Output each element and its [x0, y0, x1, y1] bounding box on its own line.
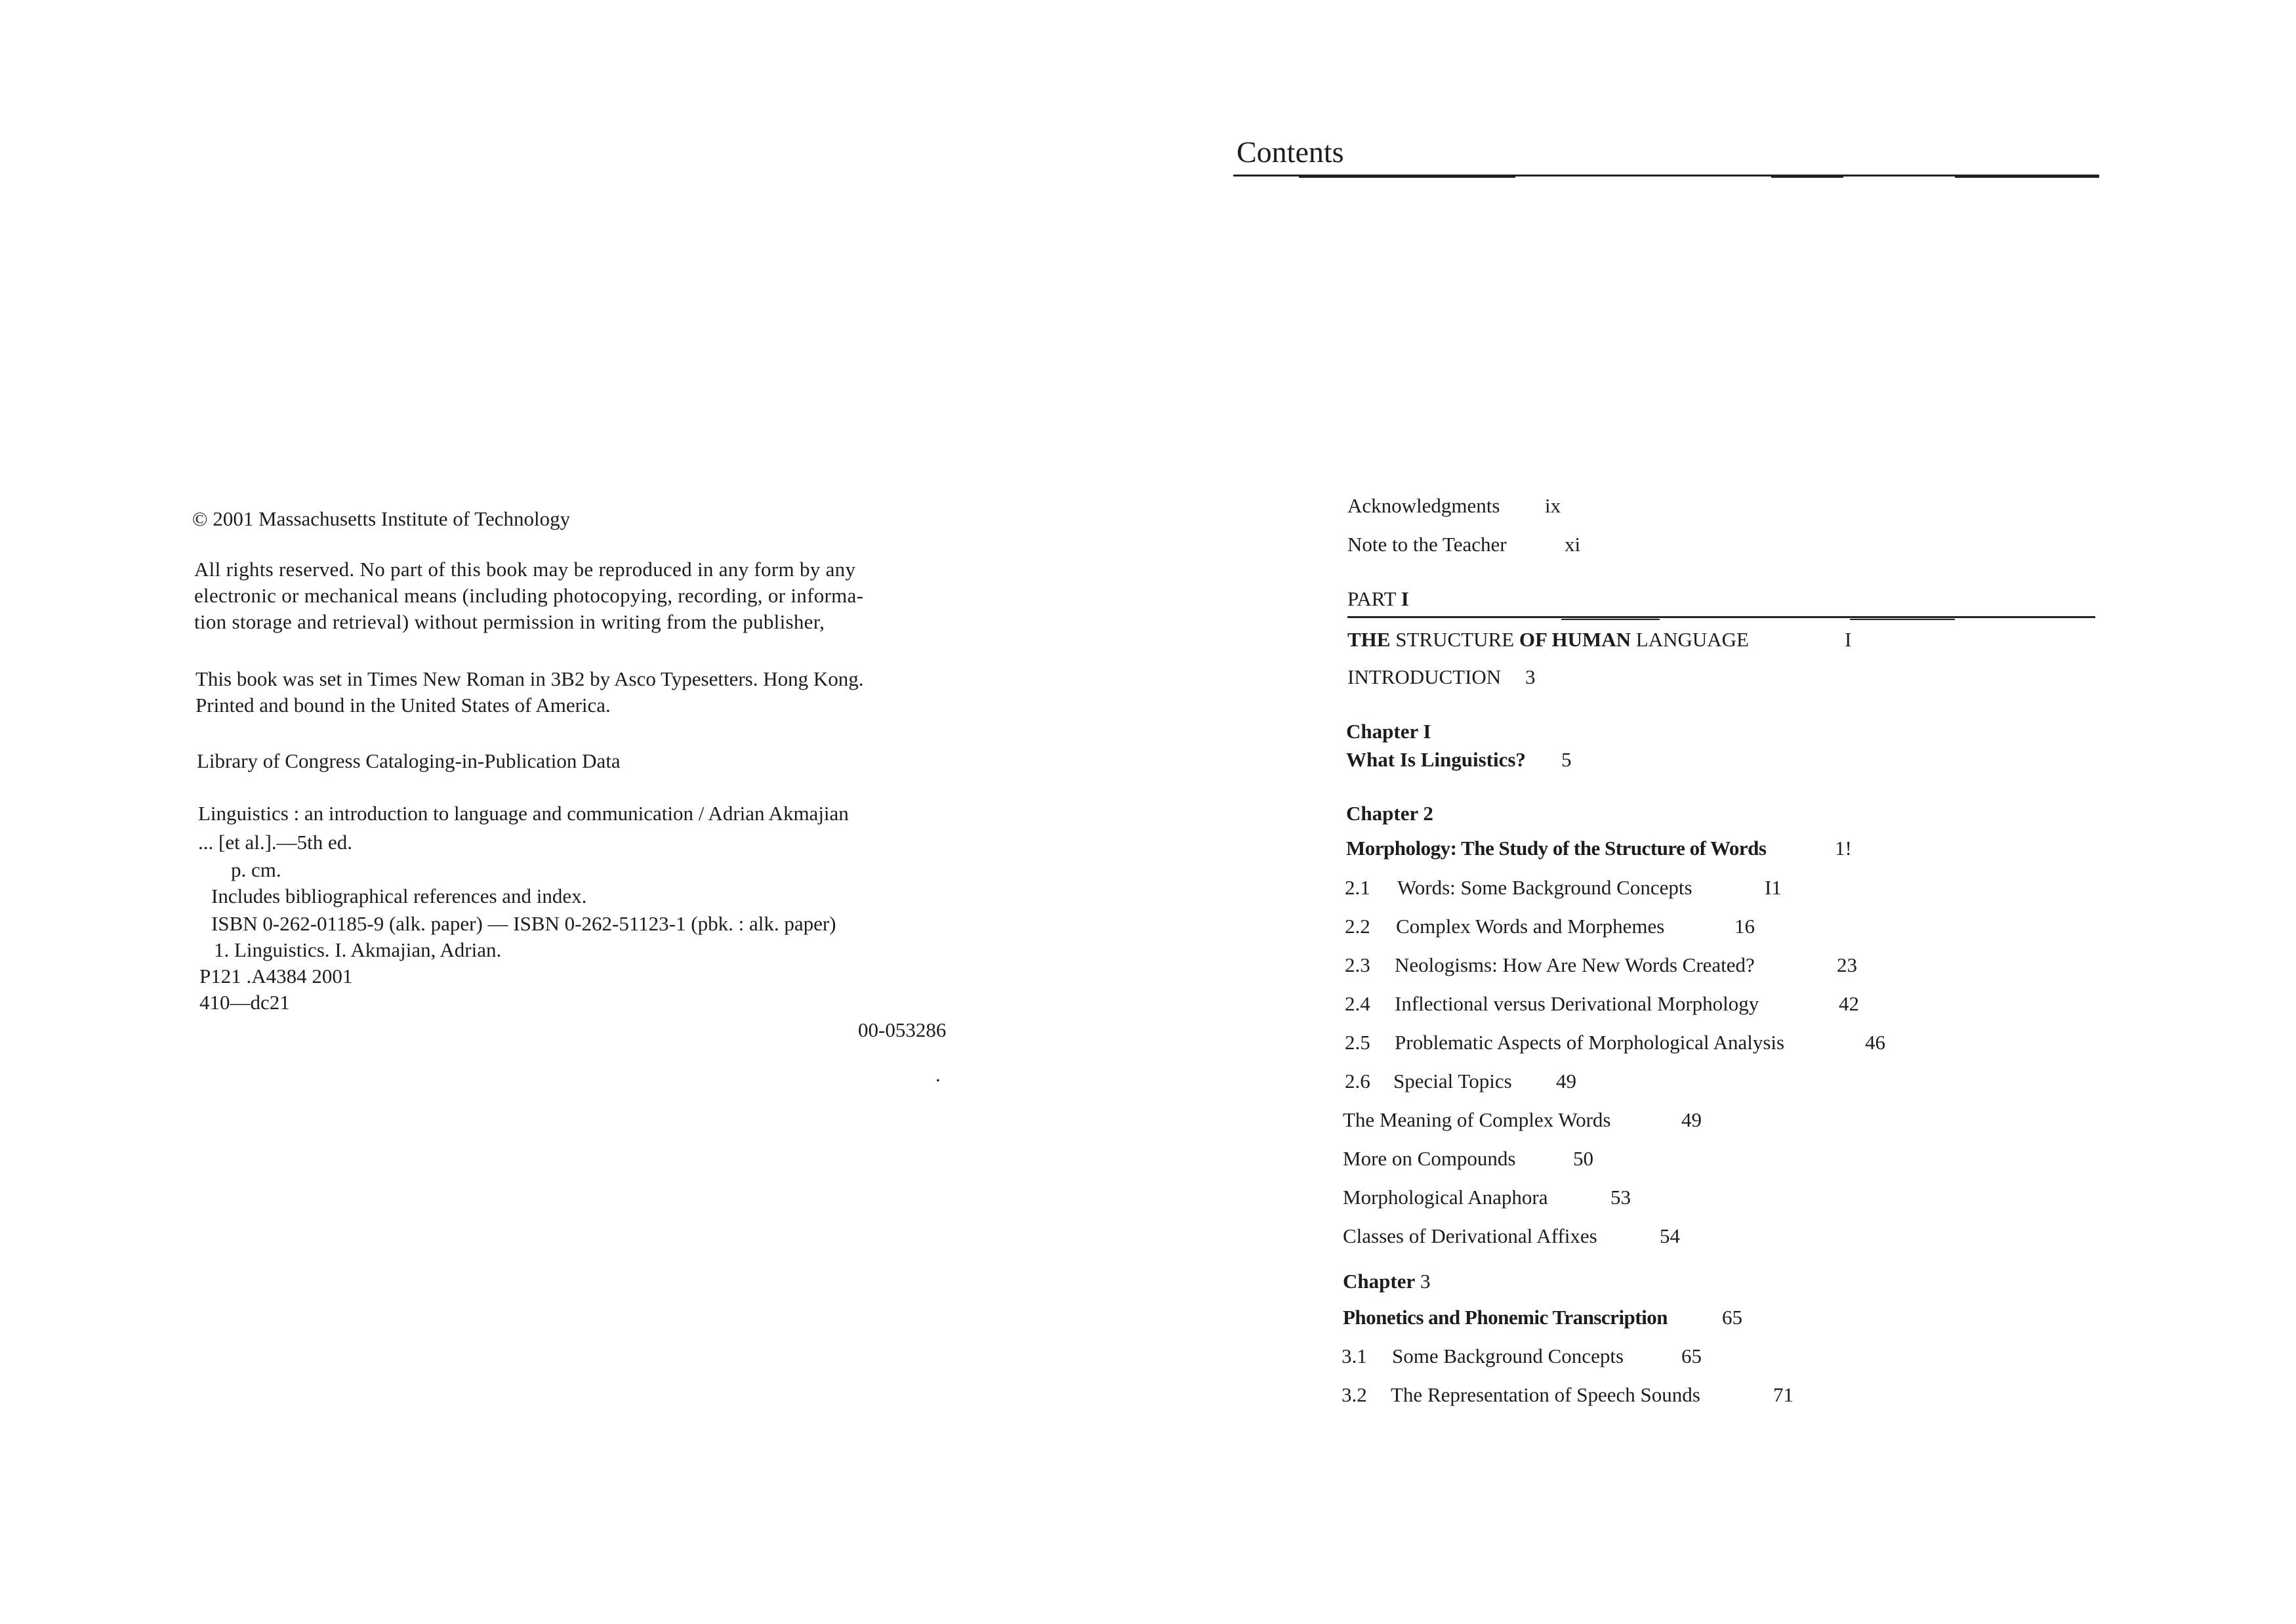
- cip-line: p. cm.: [231, 858, 281, 881]
- part-rule: [1347, 616, 2095, 618]
- cip-heading: Library of Congress Cataloging-in-Publication Data: [197, 749, 621, 772]
- toc-entry-text: Acknowledgments: [1347, 494, 1500, 517]
- section-title[interactable]: Problematic Aspects of Morphological Analysis: [1395, 1031, 1785, 1054]
- section-title[interactable]: Complex Words and Morphemes: [1396, 915, 1665, 938]
- section-number: 3.1: [1342, 1344, 1367, 1367]
- section-page: 42: [1839, 992, 1859, 1015]
- cip-line: 410—dc21: [199, 991, 290, 1014]
- chapter-page: 65: [1722, 1306, 1742, 1329]
- chapter-title[interactable]: Morphology: The Study of the Structure of Words: [1346, 837, 1767, 860]
- copyright-text: 2001 Massachusetts Institute of Technology: [213, 507, 571, 530]
- subsection-page: 50: [1573, 1147, 1593, 1170]
- section-title[interactable]: The Representation of Speech Sounds: [1391, 1383, 1700, 1406]
- toc-entry[interactable]: [1347, 533, 1507, 556]
- cip-line: ... [et al.].—5th ed.: [198, 831, 353, 854]
- subsection-title[interactable]: Classes of Derivational Affixes: [1343, 1224, 1597, 1247]
- copyright-symbol: ©: [192, 507, 208, 530]
- part-rule-dash: [1561, 619, 1660, 620]
- cip-line: Linguistics : an introduction to language and communication / Adrian Akmajian: [198, 802, 849, 825]
- section-title[interactable]: Words: Some Background Concepts: [1397, 876, 1692, 899]
- chapter-title[interactable]: Phonetics and Phonemic Transcription: [1343, 1306, 1668, 1329]
- subsection-page: 49: [1681, 1108, 1702, 1131]
- chapter-label: Chapter I: [1346, 720, 1431, 743]
- section-title[interactable]: Some Background Concepts: [1392, 1344, 1624, 1367]
- rights-line: electronic or mechanical means (including photocopying, recording, or informa-: [194, 584, 864, 607]
- toc-entry-text: Note to the Teacher: [1347, 533, 1507, 556]
- section-page: 23: [1837, 953, 1857, 976]
- toc-entry-page: ix: [1545, 494, 1561, 517]
- introduction-page: 3: [1525, 665, 1536, 688]
- typeset-line: Printed and bound in the United States of America.: [195, 694, 611, 717]
- section-number: 2.5: [1345, 1031, 1370, 1054]
- title-rule-dash: [1299, 177, 1515, 178]
- subsection-page: 54: [1660, 1224, 1680, 1247]
- section-title[interactable]: Inflectional versus Derivational Morphology: [1395, 992, 1759, 1015]
- cip-line: P121 .A4384 2001: [199, 965, 353, 988]
- section-title[interactable]: Special Topics: [1393, 1070, 1512, 1093]
- lccn-number: 00-053286: [858, 1018, 947, 1041]
- section-page: 49: [1556, 1070, 1576, 1093]
- section-number: 2.2: [1345, 915, 1370, 938]
- chapter-label: Chapter 3: [1343, 1270, 1431, 1293]
- chapter-label: Chapter 2: [1346, 802, 1433, 825]
- subsection-title[interactable]: More on Compounds: [1343, 1147, 1516, 1170]
- rights-line: tion storage and retrieval) without permission in writing from the publisher,: [194, 610, 825, 633]
- section-page: 46: [1865, 1031, 1885, 1054]
- copyright-line: [192, 507, 570, 531]
- section-page: 65: [1681, 1344, 1702, 1367]
- section-number: 2.4: [1345, 992, 1370, 1015]
- section-number: 3.2: [1342, 1383, 1367, 1406]
- chapter-title[interactable]: What Is Linguistics?: [1346, 748, 1526, 771]
- title-rule-dash: [1771, 177, 1843, 178]
- stray-mark: .: [935, 1063, 941, 1086]
- section-number: 2.1: [1345, 876, 1370, 899]
- title-rule-dash: [1955, 177, 2099, 178]
- cip-line: 1. Linguistics. I. Akmajian, Adrian.: [214, 938, 502, 961]
- part-title[interactable]: THE STRUCTURE OF HUMAN LANGUAGE: [1347, 628, 1749, 651]
- cip-line: ISBN 0-262-01185-9 (alk. paper) — ISBN 0-262-51123-1 (pbk. : alk. paper): [211, 912, 836, 935]
- subsection-title[interactable]: Morphological Anaphora: [1343, 1186, 1548, 1209]
- rights-line: All rights reserved. No part of this book may be reproduced in any form by any: [194, 558, 856, 581]
- part-title-page: I: [1845, 628, 1852, 651]
- section-page: 71: [1773, 1383, 1794, 1406]
- toc-entry-page: xi: [1565, 533, 1581, 556]
- toc-entry[interactable]: [1347, 494, 1500, 518]
- section-title[interactable]: Neologisms: How Are New Words Created?: [1395, 953, 1755, 976]
- section-page: I1: [1765, 876, 1782, 899]
- chapter-page: 5: [1561, 748, 1572, 771]
- section-number: 2.6: [1345, 1070, 1370, 1093]
- section-page: 16: [1734, 915, 1755, 938]
- page-title: Contents: [1237, 135, 1344, 169]
- subsection-title[interactable]: The Meaning of Complex Words: [1343, 1108, 1611, 1131]
- part-label: PART I: [1347, 587, 1409, 610]
- typeset-line: This book was set in Times New Roman in 3B2 by Asco Typesetters. Hong Kong.: [195, 667, 864, 690]
- introduction-entry[interactable]: INTRODUCTION: [1347, 665, 1502, 688]
- subsection-page: 53: [1610, 1186, 1631, 1209]
- cip-line: Includes bibliographical references and index.: [211, 885, 587, 907]
- chapter-page: 1!: [1835, 837, 1852, 860]
- section-number: 2.3: [1345, 953, 1370, 976]
- part-rule-dash: [1850, 619, 1955, 620]
